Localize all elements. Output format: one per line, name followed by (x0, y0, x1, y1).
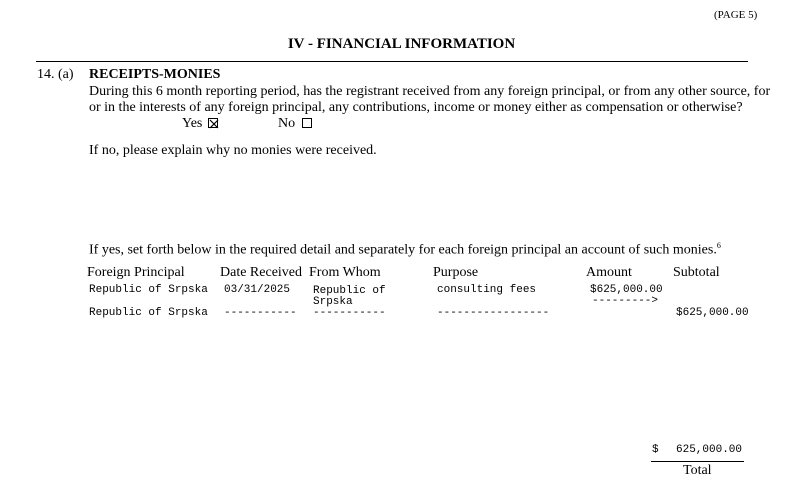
question-line-2: or in the interests of any foreign principal, any contributions, income or money either as compensation or otherwise? (89, 100, 743, 115)
if-yes-instructions (89, 241, 721, 259)
row1-amount: $625,000.00 (590, 284, 663, 296)
page-label: (PAGE 5) (714, 9, 758, 21)
section-title: IV - FINANCIAL INFORMATION (287, 36, 516, 52)
footnote-marker: 6 (716, 241, 721, 250)
row2-principal: Republic of Srpska (89, 307, 208, 319)
yes-checkbox[interactable] (208, 118, 218, 128)
header-from-whom: From Whom (309, 265, 381, 280)
header-date-received: Date Received (220, 265, 303, 280)
row1-from-line2: Srpska (313, 296, 353, 308)
no-label: No (278, 116, 296, 131)
total-value: 625,000.00 (676, 444, 743, 456)
row1-from-line1: Republic of (313, 285, 386, 297)
total-currency: $ (652, 444, 659, 456)
checked-x-icon (209, 119, 219, 129)
item-title: RECEIPTS-MONIES (89, 67, 221, 82)
yes-label: Yes (182, 116, 203, 131)
row1-amount-arrow: ---------> (592, 295, 659, 307)
header-amount: Amount (586, 265, 632, 280)
header-foreign-principal: Foreign Principal (87, 265, 185, 280)
if-yes-text: If yes, set forth below in the required detail and separately for each foreign principal an account of such monies. (89, 242, 717, 258)
row1-principal: Republic of Srpska (89, 284, 208, 296)
header-purpose: Purpose (433, 265, 479, 280)
row2-subtotal: $625,000.00 (676, 307, 749, 319)
row2-from: ----------- (313, 307, 386, 319)
row1-date: 03/31/2025 (224, 284, 291, 296)
explain-prompt: If no, please explain why no monies were received. (89, 143, 377, 158)
row1-purpose: consulting fees (437, 284, 537, 296)
section-divider (36, 61, 748, 62)
item-number: 14. (a) (37, 67, 74, 82)
row2-purpose: ----------------- (437, 307, 550, 319)
total-rule (651, 461, 744, 462)
header-subtotal: Subtotal (673, 265, 720, 280)
total-label: Total (683, 463, 712, 478)
question-line-1: During this 6 month reporting period, has the registrant received from any foreign principal, or from any other source, for (89, 84, 771, 99)
row2-date: ----------- (224, 307, 297, 319)
no-checkbox[interactable] (302, 118, 312, 128)
